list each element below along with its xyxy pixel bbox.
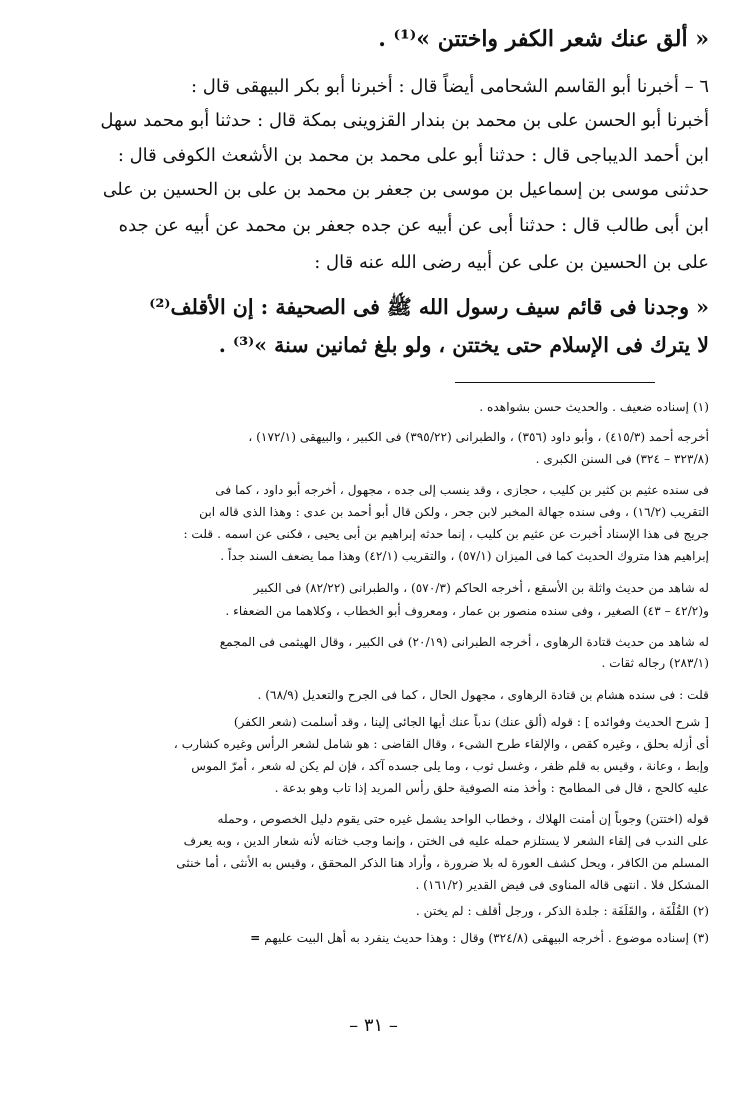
- footnote-line: المسلم من الكافر ، ويحل كشف العورة له بلا ضرورة ، وأراد هنا الذكر المحقق ، وقيس به الأنثى ، أما خنثى: [176, 856, 709, 870]
- main-text-line: ابن أبى طالب قال : حدثنا أبى عن أبيه عن جده جعفر بن محمد عن أبيه عن جده: [118, 215, 709, 236]
- footnote-line: قوله (اختتن) وجوباً إن أمنت الهلاك ، وخطاب الواحد يشمل غيره حتى يقوم دليل الخصوص ، وحمله: [217, 812, 709, 826]
- main-text-line: أخبرنا أبو الحسن على بن محمد بن بندار القزوينى بمكة قال : حدثنا أبو محمد سهل: [100, 110, 709, 131]
- footnote-line: جريج فى هذا الإسناد أخبرت عن عثيم بن كليب ، إنما حدثه إبراهيم بن أبى يحيى ، فكنى عن اسمه . قلت :: [183, 527, 709, 541]
- footnote-3-text: (٣) إسناده موضوع . أخرجه البيهقى (٣٢٤/٨) وقال : وهذا حديث ينفرد به أهل البيت عليهم: [264, 931, 709, 945]
- footnote-line: له شاهد من حديث واثلة بن الأسقع ، أخرجه الحاكم (٥٧٠/٣) ، والطبرانى (٨٢/٢٢) فى الكبير: [253, 581, 709, 595]
- quote-line: لا يترك فى الإسلام حتى يختتن ، ولو بلغ ثمانين سنة »⁽³⁾ .: [218, 333, 709, 357]
- footnote-line: على الندب فى إلقاء الشعر لا يستلزم حمله عليه فى الختن ، وإنما وجب ختانه لأنه شعار الدين ، وبه يعرف: [183, 834, 709, 848]
- footnote-line: [ شرح الحديث وفوائده ] : قوله (ألق عنك) ندباً عنك أيها الجائى إلينا ، وقد أسلمت (شعر الكفر): [233, 715, 709, 729]
- footnote-line: فى سنده عثيم بن كثير بن كليب ، حجازى ، وقد ينسب إلى جده ، مجهول ، أخرجه أبو داود ، كما فى: [215, 483, 709, 497]
- main-text-line: ٦ – أخبرنا أبو القاسم الشحامى أيضاً قال : أخبرنا أبو بكر البيهقى قال :: [191, 76, 709, 97]
- main-text-line: حدثنى موسى بن إسماعيل بن موسى بن جعفر بن محمد بن على بن الحسين بن على: [102, 180, 709, 200]
- footnote-line: (١) إسناده ضعيف . والحديث حسن بشواهده .: [479, 400, 709, 414]
- main-text-line: ابن أحمد الديباجى قال : حدثنا أبو على محمد بن محمد بن الأشعث الكوفى قال :: [117, 145, 709, 166]
- footnote-line: وإبط ، وعانة ، وقيس به قلم ظفر ، وغسل ثوب ، وما يلى جسده آكد ، فإن لم يكن له شعر ، أمرّ الموس: [191, 759, 709, 773]
- footnote-line: (٢) القُلْفَة ، والقَلَفَة : جلدة الذكر ، ورجل أقلف : لم يختن .: [415, 904, 709, 918]
- footnote-line: أى أزله بحلق ، وغيره كقص ، والإلقاء طرح الشىء ، وقال القاضى : هو شامل لشعر الرأس وغيره كشارب ،: [173, 737, 709, 751]
- footnote-line: أخرجه أحمد (٤١٥/٣) ، وأبو داود (٣٥٦) ، والطبرانى (٣٩٥/٢٢) فى الكبير ، والبيهقى (١٧٢/١) ،: [248, 430, 709, 444]
- footnote-line: و(٤٢/٢ – ٤٣) الصغير ، وفى سنده منصور بن عمار ، ومعروف أبو الخطاب ، وكلاهما من الضعفاء .: [225, 604, 709, 618]
- footnote-line: التقريب (١٦/٢) ، وفى سنده جهالة المخبر لابن جحر ، ولكن قال أبو أحمد بن عدى : وهذا الذى قاله ابن: [199, 505, 709, 519]
- footnote-line: (٢٨٣/١) رجاله ثقات .: [601, 656, 709, 670]
- footnote-line: المشكل فلا . انتهى قاله المناوى فى فيض القدير (١٦١/٢) .: [415, 878, 709, 892]
- footnote-line: قلت : فى سنده هشام بن قتادة الرهاوى ، مجهول الحال ، كما فى الجرح والتعديل (٦٨/٩) .: [257, 688, 709, 702]
- hadith-quote-heading: « ألق عنك شعر الكفر واختتن »⁽¹⁾ .: [378, 26, 709, 52]
- footnote-line: (٣٢٣/٨ – ٣٢٤) فى السنن الكبرى .: [535, 452, 709, 466]
- footnote-line: له شاهد من حديث قتادة الرهاوى ، أخرجه الطبرانى (٢٠/١٩) فى الكبير ، وقال الهيثمى فى المجمع: [219, 635, 709, 649]
- footnote-line: عليه كالحج ، قال فى المطامح : وأخذ منه الصوفية حلق رأس المريد إذا تاب وهو بدعة .: [274, 781, 709, 795]
- quote-line: « وجدنا فى قائم سيف رسول الله ﷺ فى الصحيفة : إن الأقلف⁽²⁾: [149, 295, 709, 319]
- footnote-line: إبراهيم هذا متروك الحديث كما فى الميزان (٥٧/١) ، والتقريب (٤٢/١) وهذا مما يضعف السند جداً .: [220, 549, 709, 563]
- footnote-separator: [455, 382, 655, 383]
- footnote-last-line: [100, 931, 709, 945]
- continuation-mark: =: [250, 931, 261, 945]
- page-number: – ٣١ –: [349, 1015, 398, 1036]
- main-text-line: على بن الحسين بن على عن أبيه رضى الله عنه قال :: [314, 252, 709, 273]
